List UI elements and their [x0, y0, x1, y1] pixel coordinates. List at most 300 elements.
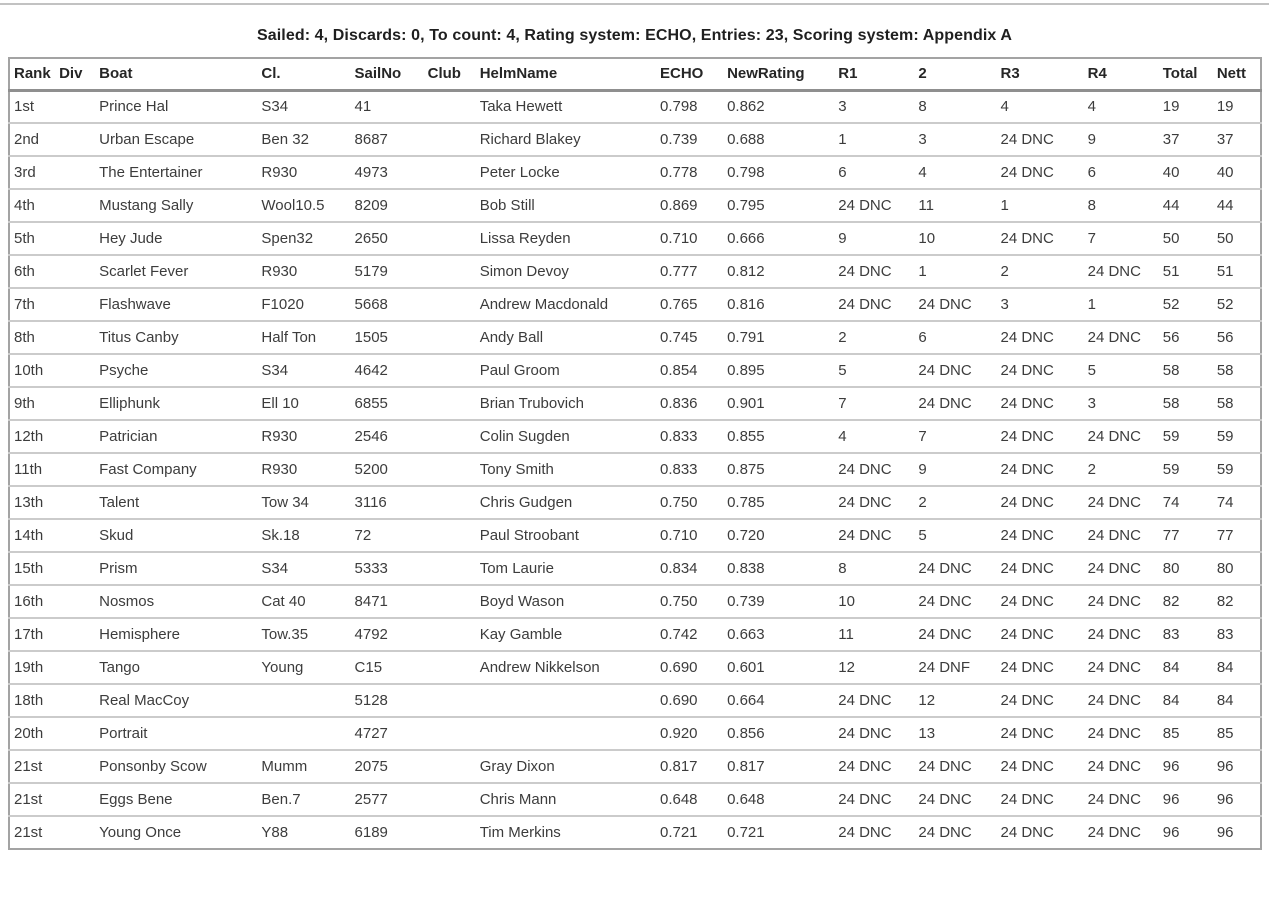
cell-r4: 24 DNC — [1084, 552, 1159, 585]
cell-r1: 2 — [834, 321, 914, 354]
cell-helmname: Kay Gamble — [476, 618, 656, 651]
cell-total: 58 — [1159, 387, 1213, 420]
cell-class: F1020 — [257, 288, 350, 321]
cell-newrating: 0.648 — [723, 783, 834, 816]
cell-echo: 0.920 — [656, 717, 723, 750]
cell-r4: 1 — [1084, 288, 1159, 321]
cell-r1: 24 DNC — [834, 486, 914, 519]
cell-nett: 44 — [1213, 189, 1261, 222]
cell-helmname: Andy Ball — [476, 321, 656, 354]
cell-sailno: 6855 — [351, 387, 424, 420]
cell-helmname: Paul Groom — [476, 354, 656, 387]
cell-boat: Hey Jude — [95, 222, 257, 255]
cell-nett: 84 — [1213, 684, 1261, 717]
cell-class: Ben 32 — [257, 123, 350, 156]
cell-newrating: 0.791 — [723, 321, 834, 354]
cell-boat: Flashwave — [95, 288, 257, 321]
cell-r4: 24 DNC — [1084, 519, 1159, 552]
cell-rank: 21st — [9, 783, 55, 816]
cell-rank: 17th — [9, 618, 55, 651]
cell-r2: 24 DNC — [914, 288, 996, 321]
results-table — [8, 57, 1262, 850]
cell-total: 44 — [1159, 189, 1213, 222]
cell-club — [424, 486, 476, 519]
cell-r4: 24 DNC — [1084, 717, 1159, 750]
cell-r2: 3 — [914, 123, 996, 156]
cell-r1: 24 DNC — [834, 255, 914, 288]
cell-r4: 24 DNC — [1084, 783, 1159, 816]
cell-club — [424, 222, 476, 255]
cell-div — [55, 387, 95, 420]
cell-boat: Talent — [95, 486, 257, 519]
cell-total: 96 — [1159, 750, 1213, 783]
cell-total: 96 — [1162, 824, 1180, 841]
cell-newrating: 0.666 — [723, 222, 834, 255]
cell-echo: 0.710 — [656, 222, 723, 255]
cell-total: 52 — [1159, 288, 1213, 321]
cell-newrating: 0.862 — [723, 90, 834, 123]
table-row — [9, 453, 1261, 486]
cell-club — [424, 816, 476, 849]
cell-newrating: 0.721 — [727, 824, 765, 841]
cell-r3: 2 — [997, 255, 1084, 288]
cell-nett: 74 — [1213, 486, 1261, 519]
cell-echo: 0.817 — [656, 750, 723, 783]
cell-div — [55, 123, 95, 156]
cell-echo: 0.834 — [656, 552, 723, 585]
cell-club — [424, 519, 476, 552]
cell-r3: 24 DNC — [997, 519, 1084, 552]
cell-boat: Real MacCoy — [95, 684, 257, 717]
cell-r1: 24 DNC — [834, 288, 914, 321]
cell-div — [55, 453, 95, 486]
cell-total: 83 — [1159, 618, 1213, 651]
cell-club — [424, 783, 476, 816]
cell-class: R930 — [257, 453, 350, 486]
cell-class: Mumm — [257, 750, 350, 783]
cell-total: 82 — [1159, 585, 1213, 618]
cell-r1: 24 DNC — [834, 189, 914, 222]
cell-rank: 21st — [9, 750, 55, 783]
cell-sailno: 41 — [351, 90, 424, 123]
cell-helmname: Taka Hewett — [476, 90, 656, 123]
cell-boat: Tango — [95, 651, 257, 684]
cell-rank: 20th — [9, 717, 55, 750]
cell-sailno: 2075 — [351, 750, 424, 783]
cell-helmname: Gray Dixon — [476, 750, 656, 783]
table-row — [9, 717, 1261, 750]
cell-r1: 5 — [834, 354, 914, 387]
cell-div — [55, 354, 95, 387]
cell-boat: Scarlet Fever — [95, 255, 257, 288]
table-row — [9, 222, 1261, 255]
cell-r2: 11 — [914, 189, 996, 222]
cell-total: 84 — [1159, 651, 1213, 684]
cell-r2: 24 DNF — [914, 651, 996, 684]
cell-newrating: 0.817 — [723, 750, 834, 783]
cell-boat: Hemisphere — [95, 618, 257, 651]
cell-r4: 7 — [1084, 222, 1159, 255]
cell-rank: 10th — [9, 354, 55, 387]
table-row — [9, 255, 1261, 288]
cell-newrating: 0.663 — [723, 618, 834, 651]
cell-class: R930 — [257, 156, 350, 189]
cell-class: S34 — [257, 552, 350, 585]
cell-class: R930 — [257, 255, 350, 288]
cell-class: Tow 34 — [257, 486, 350, 519]
cell-div — [55, 189, 95, 222]
cell-r3: 3 — [997, 288, 1084, 321]
cell-rank: 8th — [9, 321, 55, 354]
cell-r2: 24 DNC — [918, 824, 972, 841]
cell-total: 85 — [1159, 717, 1213, 750]
cell-div — [55, 486, 95, 519]
cell-r3: 24 DNC — [997, 717, 1084, 750]
cell-div — [55, 90, 95, 123]
cell-r3: 24 DNC — [997, 354, 1084, 387]
cell-nett: 19 — [1213, 90, 1261, 123]
cell-nett: 96 — [1213, 750, 1261, 783]
header-row — [9, 58, 1261, 90]
cell-rank: 18th — [9, 684, 55, 717]
cell-club — [424, 585, 476, 618]
cell-r4: 8 — [1084, 189, 1159, 222]
cell-helmname — [476, 684, 656, 717]
cell-nett: 56 — [1213, 321, 1261, 354]
cell-nett: 85 — [1213, 717, 1261, 750]
cell-echo: 0.690 — [656, 684, 723, 717]
cell-newrating: 0.798 — [723, 156, 834, 189]
cell-rank: 16th — [9, 585, 55, 618]
cell-sailno: 8687 — [351, 123, 424, 156]
cell-div — [55, 585, 95, 618]
cell-sailno: 2577 — [351, 783, 424, 816]
cell-sailno: 8471 — [351, 585, 424, 618]
cell-helmname: Chris Mann — [476, 783, 656, 816]
cell-nett: 96 — [1213, 783, 1261, 816]
cell-newrating: 0.739 — [723, 585, 834, 618]
cell-class: R930 — [257, 420, 350, 453]
cell-nett: 37 — [1213, 123, 1261, 156]
cell-rank: 13th — [9, 486, 55, 519]
cell-r2: 24 DNC — [914, 783, 996, 816]
cell-nett: 58 — [1213, 387, 1261, 420]
cell-r4: 24 DNC — [1087, 824, 1141, 841]
column-header-r1: R1 — [834, 58, 914, 90]
cell-newrating: 0.901 — [723, 387, 834, 420]
cell-r4: 24 DNC — [1084, 618, 1159, 651]
cell-class: S34 — [257, 90, 350, 123]
cell-r4: 24 DNC — [1084, 585, 1159, 618]
cell-r3: 24 DNC — [997, 321, 1084, 354]
cell-nett: 83 — [1213, 618, 1261, 651]
cell-r1: 1 — [834, 123, 914, 156]
column-header-class: Cl. — [257, 58, 350, 90]
cell-class: Tow.35 — [257, 618, 350, 651]
cell-r4: 24 DNC — [1084, 420, 1159, 453]
cell-nett: 40 — [1213, 156, 1261, 189]
cell-total: 84 — [1159, 684, 1213, 717]
cell-club — [424, 717, 476, 750]
cell-boat: Ponsonby Scow — [95, 750, 257, 783]
cell-club — [424, 189, 476, 222]
column-header-r2: 2 — [914, 58, 996, 90]
cell-r1: 24 DNC — [834, 453, 914, 486]
cell-echo: 0.739 — [656, 123, 723, 156]
cell-r2: 24 DNC — [914, 552, 996, 585]
table-row — [9, 387, 1261, 420]
cell-boat: Young Once — [99, 824, 182, 841]
cell-club — [424, 750, 476, 783]
cell-echo: 0.648 — [656, 783, 723, 816]
cell-boat: Portrait — [95, 717, 257, 750]
cell-r3: 1 — [997, 189, 1084, 222]
cell-newrating: 0.838 — [723, 552, 834, 585]
cell-nett: 52 — [1213, 288, 1261, 321]
cell-helmname: Peter Locke — [476, 156, 656, 189]
cell-boat: Eggs Bene — [95, 783, 257, 816]
cell-r2: 7 — [914, 420, 996, 453]
cell-echo: 0.778 — [656, 156, 723, 189]
cell-r1: 10 — [834, 585, 914, 618]
cell-club — [424, 552, 476, 585]
cell-total: 77 — [1159, 519, 1213, 552]
cell-sailno: C15 — [351, 651, 424, 684]
cell-r3: 24 DNC — [997, 684, 1084, 717]
column-header-r4: R4 — [1084, 58, 1159, 90]
cell-total: 59 — [1159, 420, 1213, 453]
cell-club — [424, 420, 476, 453]
cell-r3: 24 DNC — [997, 387, 1084, 420]
cell-nett: 82 — [1213, 585, 1261, 618]
cell-boat: The Entertainer — [95, 156, 257, 189]
column-header-total: Total — [1159, 58, 1213, 90]
cell-club — [424, 321, 476, 354]
cell-r1: 6 — [834, 156, 914, 189]
cell-club — [424, 354, 476, 387]
cell-newrating: 0.875 — [723, 453, 834, 486]
cell-class — [257, 684, 350, 717]
cell-r2: 10 — [914, 222, 996, 255]
cell-r1: 24 DNC — [834, 519, 914, 552]
cell-r2: 24 DNC — [914, 585, 996, 618]
cell-r1: 11 — [834, 618, 914, 651]
cell-echo: 0.777 — [656, 255, 723, 288]
cell-div — [55, 717, 95, 750]
cell-nett: 77 — [1213, 519, 1261, 552]
cell-boat: Nosmos — [95, 585, 257, 618]
cell-div — [55, 156, 95, 189]
cell-echo: 0.745 — [656, 321, 723, 354]
cell-div — [55, 321, 95, 354]
cell-helmname: Boyd Wason — [476, 585, 656, 618]
cell-echo: 0.765 — [656, 288, 723, 321]
cell-helmname: Tom Laurie — [476, 552, 656, 585]
cell-echo: 0.836 — [656, 387, 723, 420]
cell-r1: 4 — [834, 420, 914, 453]
cell-r4: 24 DNC — [1084, 684, 1159, 717]
cell-r3: 4 — [997, 90, 1084, 123]
cell-boat: Elliphunk — [95, 387, 257, 420]
table-row — [9, 750, 1261, 783]
cell-newrating: 0.688 — [723, 123, 834, 156]
table-row — [9, 156, 1261, 189]
cell-class: Spen32 — [257, 222, 350, 255]
cell-r3: 24 DNC — [997, 123, 1084, 156]
cell-r1: 24 DNC — [838, 824, 892, 841]
cell-r3: 24 DNC — [997, 453, 1084, 486]
cell-helmname: Lissa Reyden — [476, 222, 656, 255]
cell-r3: 24 DNC — [997, 552, 1084, 585]
cell-sailno: 1505 — [351, 321, 424, 354]
cell-r1: 7 — [834, 387, 914, 420]
cell-div — [55, 651, 95, 684]
table-row — [9, 651, 1261, 684]
cell-sailno: 2546 — [351, 420, 424, 453]
cell-rank: 15th — [9, 552, 55, 585]
cell-total: 56 — [1159, 321, 1213, 354]
cell-newrating: 0.856 — [723, 717, 834, 750]
column-header-rank: Rank — [9, 58, 55, 90]
cell-helmname: Paul Stroobant — [476, 519, 656, 552]
cell-newrating: 0.785 — [723, 486, 834, 519]
cell-club — [424, 90, 476, 123]
cell-nett: 59 — [1213, 453, 1261, 486]
cell-newrating: 0.664 — [723, 684, 834, 717]
cell-nett: 51 — [1213, 255, 1261, 288]
cell-boat: Urban Escape — [95, 123, 257, 156]
cell-sailno: 6189 — [354, 824, 388, 841]
table-row — [9, 486, 1261, 519]
cell-rank: 21st — [14, 824, 43, 841]
cell-total: 19 — [1159, 90, 1213, 123]
cell-echo: 0.854 — [656, 354, 723, 387]
cell-helmname: Tony Smith — [476, 453, 656, 486]
cell-r1: 24 DNC — [834, 684, 914, 717]
cell-boat: Mustang Sally — [95, 189, 257, 222]
cell-club — [424, 453, 476, 486]
cell-r2: 24 DNC — [914, 387, 996, 420]
cell-helmname: Richard Blakey — [476, 123, 656, 156]
cell-r2: 4 — [914, 156, 996, 189]
cell-r2: 13 — [914, 717, 996, 750]
cell-rank: 14th — [9, 519, 55, 552]
cell-helmname: Colin Sugden — [476, 420, 656, 453]
column-header-newrating: NewRating — [723, 58, 834, 90]
cell-boat: Skud — [95, 519, 257, 552]
cell-r2: 24 DNC — [914, 618, 996, 651]
cell-r3: 24 DNC — [997, 783, 1084, 816]
cell-r3: 24 DNC — [997, 651, 1084, 684]
cell-nett: 58 — [1213, 354, 1261, 387]
cell-rank: 11th — [9, 453, 55, 486]
cell-echo: 0.798 — [656, 90, 723, 123]
cell-newrating: 0.795 — [723, 189, 834, 222]
cell-echo: 0.833 — [656, 453, 723, 486]
cell-sailno: 5128 — [351, 684, 424, 717]
top-divider — [0, 3, 1269, 5]
cell-rank: 9th — [9, 387, 55, 420]
cell-r2: 1 — [914, 255, 996, 288]
cell-nett: 84 — [1213, 651, 1261, 684]
cell-club — [424, 618, 476, 651]
cell-nett: 59 — [1213, 420, 1261, 453]
cell-rank: 6th — [9, 255, 55, 288]
cell-newrating: 0.601 — [723, 651, 834, 684]
table-row — [9, 321, 1261, 354]
cell-class: Young — [257, 651, 350, 684]
cell-r4: 24 DNC — [1084, 651, 1159, 684]
cell-r1: 24 DNC — [834, 783, 914, 816]
cell-sailno: 5200 — [351, 453, 424, 486]
cell-r2: 8 — [914, 90, 996, 123]
table-row — [9, 288, 1261, 321]
cell-r4: 2 — [1084, 453, 1159, 486]
table-row — [9, 123, 1261, 156]
cell-r1: 8 — [834, 552, 914, 585]
cell-rank: 2nd — [9, 123, 55, 156]
cell-div — [55, 552, 95, 585]
cell-echo: 0.869 — [656, 189, 723, 222]
cell-div — [55, 222, 95, 255]
cell-sailno: 3116 — [351, 486, 424, 519]
cell-sailno: 72 — [351, 519, 424, 552]
cell-r3: 24 DNC — [997, 585, 1084, 618]
cell-div — [55, 750, 95, 783]
cell-r4: 24 DNC — [1084, 255, 1159, 288]
cell-r1: 24 DNC — [834, 717, 914, 750]
table-row — [9, 585, 1261, 618]
cell-r3: 24 DNC — [997, 420, 1084, 453]
cell-r3: 24 DNC — [997, 618, 1084, 651]
table-row — [9, 90, 1261, 123]
cell-r2: 2 — [914, 486, 996, 519]
cell-echo: 0.742 — [656, 618, 723, 651]
cell-echo: 0.690 — [656, 651, 723, 684]
cell-total: 51 — [1159, 255, 1213, 288]
column-header-boat: Boat — [95, 58, 257, 90]
cell-boat: Prince Hal — [95, 90, 257, 123]
cell-class: Wool10.5 — [257, 189, 350, 222]
cell-r4: 3 — [1084, 387, 1159, 420]
cell-total: 37 — [1159, 123, 1213, 156]
cell-echo: 0.750 — [656, 585, 723, 618]
cell-rank: 12th — [9, 420, 55, 453]
cell-div — [55, 816, 95, 849]
cell-club — [424, 123, 476, 156]
cell-r3: 24 DNC — [997, 156, 1084, 189]
cell-club — [424, 255, 476, 288]
cell-nett: 96 — [1216, 824, 1234, 841]
cell-class: S34 — [257, 354, 350, 387]
cell-boat: Fast Company — [95, 453, 257, 486]
cell-r2: 24 DNC — [914, 750, 996, 783]
cell-r2: 24 DNC — [914, 354, 996, 387]
table-row — [9, 552, 1261, 585]
cell-div — [55, 684, 95, 717]
cell-sailno: 5668 — [351, 288, 424, 321]
cell-club — [424, 651, 476, 684]
column-header-echo: ECHO — [656, 58, 723, 90]
cell-div — [55, 288, 95, 321]
cell-nett: 80 — [1213, 552, 1261, 585]
cell-total: 59 — [1159, 453, 1213, 486]
cell-rank: 1st — [9, 90, 55, 123]
cell-r3: 24 DNC — [997, 222, 1084, 255]
column-header-helmname: HelmName — [476, 58, 656, 90]
cell-rank: 7th — [9, 288, 55, 321]
cell-total: 40 — [1159, 156, 1213, 189]
